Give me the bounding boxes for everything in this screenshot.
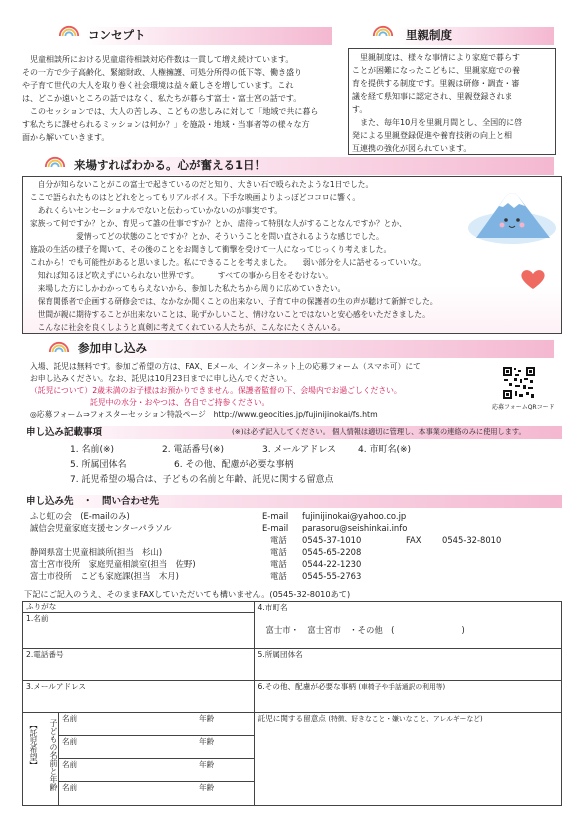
required-item: 7. 託児希望の場合は、子どもの名前と年齢、託児に関する留意点 xyxy=(70,475,334,485)
required-item: 3. メールアドレス xyxy=(262,445,336,455)
apply-childcare-note: （託児について）2歳未満のお子様はお預かりできません。保護者監督の下、会場内でお過ごしください。 xyxy=(30,386,402,395)
other-field[interactable] xyxy=(254,681,561,713)
foster-line: す。 xyxy=(352,105,368,114)
required-item: 6. その他、配慮が必要な事柄 xyxy=(174,460,294,470)
child-name-label: 名前 xyxy=(62,714,78,723)
other-field-label: 6.その他、配慮が必要な事柄 xyxy=(257,682,356,691)
child-label: 子どもの名前と年齢 xyxy=(39,713,59,805)
foster-line: 育を提供する制度です。里親は研修・調査・審 xyxy=(352,79,520,88)
foster-line: 里親制度は、様々な事情により家庭で暮らす xyxy=(352,53,520,62)
email-label: E-mail xyxy=(262,511,289,521)
childcare-label: 【託児希望】 xyxy=(23,713,39,805)
child-row[interactable] xyxy=(59,759,254,782)
email-link[interactable]: fujinijinokai@yahoo.co.jp xyxy=(302,511,407,521)
concept-line: このセッションでは、大人の苦しみ、こどもの悲しみに対して「地域で共に暮ら xyxy=(22,107,319,116)
apply-line: 入場、託児は無料です。参加ご希望の方は、FAX、Eメール、インターネット上の応募フォーム（スマホ可）にて xyxy=(30,362,421,371)
concept-line: や子育て世代の大人を取り巻く社会環境は益々厳しさを増しています。これ xyxy=(22,81,294,90)
visit-line: これから！でも可能性があると思いました。私にできることを考えました。 弱い部分を人に話せるっていいな。 xyxy=(30,258,426,267)
visit-line: ここで語られたものはとどれをとってもリアルボイス。下手な映画よりよっぽどココロに響く。 xyxy=(30,193,361,202)
visit-line: 施設の生活の様子を聞いて、その後のことをお聞きして衝撃を受けて一人になってじっくり考えました。 xyxy=(30,245,392,254)
concept-line: 児童相談所における児童虐待相談対応件数は一貫して増え続けています。 xyxy=(22,55,294,64)
foster-line: 発による里親登録促進や養育技術の向上と相 xyxy=(352,131,512,140)
foster-line: ことが困難になったこどもに、里親家庭での養 xyxy=(352,66,520,75)
child-row[interactable] xyxy=(59,736,254,759)
visit-body xyxy=(30,178,510,334)
visit-line: 知れば知るほど吹えずにいられない世界です。 すべての事から目をそむけない。 xyxy=(30,271,333,280)
child-age-label: 年齢 xyxy=(199,760,215,769)
visit-line: あれくらいセンセーショナルでないと伝わっていかないのが事実です。 xyxy=(30,206,282,215)
name-field[interactable]: 1.名前 xyxy=(26,614,49,623)
phone-number: 0544-22-1230 xyxy=(302,559,362,569)
required-item: 1. 名前(※) xyxy=(70,445,115,455)
required-title: 申し込み記載事項 xyxy=(26,427,103,438)
phone-label: 電話 xyxy=(270,547,287,557)
concept-line: その一方で少子高齢化、緊縮財政、人権擁護、可処分所得の低下等、働き盛り xyxy=(22,68,302,77)
rainbow-icon xyxy=(372,25,394,36)
child-age-label: 年齢 xyxy=(199,783,215,792)
phone-field-label: 2.電話番号 xyxy=(26,650,64,659)
foster-line: 議を経て県知事に認定され、里親登録されま xyxy=(352,92,513,101)
contact-org: 誠信会児童家庭支援センターパラソル xyxy=(30,523,172,533)
email-field-label: 3.メールアドレス xyxy=(26,682,87,691)
contact-title: 申し込み先 ・ 問い合わせ先 xyxy=(26,496,160,507)
heart-icon xyxy=(520,268,546,290)
furigana-field[interactable]: ふりがな xyxy=(23,602,254,613)
application-form xyxy=(22,601,562,806)
child-age-label: 年齢 xyxy=(199,737,215,746)
apply-childcare-note: 託児中の水分・おやつは、各自でご持参ください。 xyxy=(90,398,270,407)
contact-org: 静岡県富士児童相談所(担当 杉山) xyxy=(30,547,163,557)
rainbow-icon xyxy=(58,25,80,36)
org-field-label: 5.所属団体名 xyxy=(257,650,303,659)
child-name-label: 名前 xyxy=(62,760,78,769)
phone-label: 電話 xyxy=(270,571,287,581)
concept-line: 面から解いていきます。 xyxy=(22,133,110,142)
city-label: 4.市町名 xyxy=(257,603,288,612)
apply-body xyxy=(30,361,500,421)
required-item: 4. 市町名(※) xyxy=(358,445,412,455)
concept-line: す私たちに課せられるミッションは何か？」を施設・地域・当事者等の様々な方 xyxy=(22,120,310,129)
apply-title: 参加申し込み xyxy=(78,341,147,355)
foster-line: また、毎年10月を里親月間とし、全国的に啓 xyxy=(352,118,523,127)
child-age-label: 年齢 xyxy=(199,714,215,723)
foster-title: 里親制度 xyxy=(406,28,452,42)
phone-label: 電話 xyxy=(270,535,287,545)
contact-list xyxy=(30,510,560,582)
rainbow-icon xyxy=(44,156,66,167)
child-name-label: 名前 xyxy=(62,737,78,746)
apply-line: お申し込みください。なお、託児は10月23日までに申し込んでください。 xyxy=(30,374,292,383)
visit-line: 家族って何ですか？とか、育児って誰の仕事ですか？とか、虐待って特別な人がすることなんですか？とか、 xyxy=(30,219,407,228)
rainbow-icon xyxy=(48,341,70,352)
concept-body xyxy=(22,53,340,144)
name-cell[interactable] xyxy=(23,602,255,649)
contact-org: 富士宮市役所 家庭児童相談室(担当 佐野) xyxy=(30,559,196,569)
visit-line: 世間が親に期待することが出来ないことは、恥ずかしいこと、情けないことではないと安心感をいただきました。 xyxy=(30,310,430,319)
visit-line: 保育関係者で企画する研修会では、なかなか聞くことの出来ない、子育て中の保護者の生の声が聴けて新鮮でした。 xyxy=(30,297,438,306)
email-label: E-mail xyxy=(262,523,289,533)
email-field[interactable] xyxy=(23,681,255,713)
fax-label: FAX xyxy=(406,535,422,545)
childcare-note-hint: (特徴、好きなこと・嫌いなこと、アレルギーなど) xyxy=(328,715,483,723)
org-field[interactable] xyxy=(254,649,561,681)
phone-number: 0545-65-2208 xyxy=(302,547,362,557)
contact-header xyxy=(22,495,562,508)
contact-org: ふじ虹の会 (E-mailのみ) xyxy=(30,511,130,521)
phone-number: 0545-37-1010 xyxy=(302,535,362,545)
concept-line: は、どこか遠いところの話ではなく、私たちが暮らす富士・富士宮の話です。 xyxy=(22,94,302,103)
qr-label: 応募フォームQRコード xyxy=(492,404,555,411)
fax-number: 0545-32-8010 xyxy=(442,535,502,545)
visit-line: 自分が知らないことがこの富士で起きているのだと知り、大きい石で殴られたような1日でした。 xyxy=(30,180,374,189)
phone-field[interactable] xyxy=(23,649,255,681)
city-field[interactable] xyxy=(254,602,561,649)
childcare-notes-field[interactable] xyxy=(254,713,561,806)
visit-title: 来場すればわかる。心が奮える1日！ xyxy=(74,158,266,172)
foster-body xyxy=(352,51,554,155)
foster-line: 互連携の強化が図られています。 xyxy=(352,144,472,153)
mountain-illustration xyxy=(466,184,558,246)
required-item: 5. 所属団体名 xyxy=(70,460,127,470)
apply-form-link[interactable]: ◎応募フォーム⇒フォスターセッション特設ページ http://www.geocities.jp/fujinijinokai/fs.htm xyxy=(30,410,378,419)
city-choice[interactable]: 富士市・ 富士宮市 ・その他 ( ) xyxy=(265,625,465,636)
email-link[interactable]: parasoru@seishinkai.info xyxy=(302,523,408,533)
required-note: (※)は必ず記入してください。 個人情報は適切に管理し、本事業の連絡のみに使用します。 xyxy=(232,427,526,436)
child-row[interactable] xyxy=(59,782,254,804)
form-intro: 下記にご記入のうえ、そのままFAXしていただいても構いません。(0545-32-8010あて) xyxy=(24,589,351,599)
visit-line: こんなに社会を良くしようと真剣に考えてくれている人たちが、こんなにたくさんいる。 xyxy=(30,323,346,332)
other-field-note: (車椅子や手話通訳の利用等) xyxy=(358,683,446,691)
visit-line: 愛情ってどの状態のことですか？とか、そういうことを問い直されるような感じでした。 xyxy=(30,232,384,241)
child-cell xyxy=(23,713,255,806)
child-row[interactable] xyxy=(59,713,254,736)
child-name-label: 名前 xyxy=(62,783,78,792)
phone-number: 0545-55-2763 xyxy=(302,571,362,581)
qr-code[interactable] xyxy=(502,366,536,400)
contact-org: 富士市役所 こども家庭課(担当 木月) xyxy=(30,571,179,581)
visit-line: 来場した方にしかわかってもらえないから、参加した私たちから周りに広めていきたい。 xyxy=(30,284,346,293)
required-items xyxy=(70,443,411,488)
concept-title: コンセプト xyxy=(88,28,146,42)
phone-label: 電話 xyxy=(270,559,287,569)
required-item: 2. 電話番号(※) xyxy=(162,445,225,455)
childcare-note-title: 託児に関する留意点 xyxy=(257,714,326,723)
